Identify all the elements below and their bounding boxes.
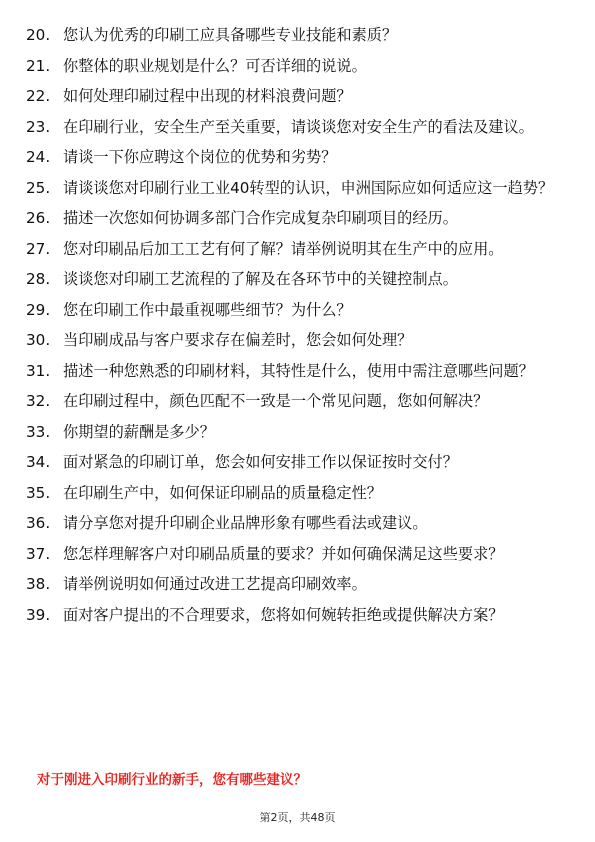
question-text: 当印刷成品与客户要求存在偏差时，您会如何处理？	[63, 331, 413, 349]
question-number: 22.	[26, 87, 51, 105]
page-number-label: 第2页，共48页	[259, 811, 336, 824]
question-item	[26, 360, 556, 382]
question-item	[26, 177, 556, 199]
question-item	[26, 146, 556, 168]
question-text: 面对紧急的印刷订单，您会如何安排工作以保证按时交付？	[63, 453, 458, 471]
question-item	[26, 299, 556, 321]
question-text: 您对印刷品后加工工艺有何了解？请举例说明其在生产中的应用。	[63, 239, 504, 258]
question-number: 20.	[26, 26, 51, 44]
question-item	[26, 543, 556, 565]
question-number: 27.	[26, 239, 51, 258]
question-item	[26, 268, 556, 290]
question-number: 34.	[26, 453, 51, 471]
question-text: 你期望的薪酬是多少？	[63, 422, 215, 441]
question-number: 23.	[26, 117, 51, 136]
question-text: 在印刷行业，安全生产至关重要，请谈谈您对安全生产的看法及建议。	[63, 117, 534, 136]
question-text: 谈谈您对印刷工艺流程的了解及在各环节中的关键控制点。	[63, 270, 458, 288]
highlighted-question: 对于刚进入印刷行业的新手，您有哪些建议？	[37, 772, 307, 788]
question-text: 请谈一下你应聘这个岗位的优势和劣势？	[63, 148, 337, 166]
question-number: 29.	[26, 300, 51, 319]
question-number: 38.	[26, 575, 51, 593]
question-text: 在印刷过程中，颜色匹配不一致是一个常见问题，您如何解决？	[63, 392, 489, 410]
question-item	[26, 116, 556, 138]
question-number: 26.	[26, 209, 51, 227]
page-footer	[0, 811, 595, 825]
question-item	[26, 238, 556, 260]
question-item	[26, 604, 556, 626]
question-text: 请谈谈您对印刷行业工业40转型的认识，申洲国际应如何适应这一趋势？	[63, 178, 554, 197]
question-number: 30.	[26, 331, 51, 349]
question-text: 面对客户提出的不合理要求，您将如何婉转拒绝或提供解决方案？	[63, 605, 504, 624]
question-number: 24.	[26, 148, 51, 166]
question-text: 在印刷生产中，如何保证印刷品的质量稳定性？	[63, 483, 382, 502]
question-number: 35.	[26, 483, 51, 502]
question-number: 37.	[26, 544, 51, 563]
question-number: 25.	[26, 178, 51, 197]
question-text: 描述一次您如何协调多部门合作完成复杂印刷项目的经历。	[63, 209, 458, 227]
question-text: 你整体的职业规划是什么？可否详细的说说。	[63, 56, 367, 75]
question-text: 请分享您对提升印刷企业品牌形象有哪些看法或建议。	[63, 514, 428, 532]
question-item	[26, 329, 556, 351]
question-text: 如何处理印刷过程中出现的材料浪费问题？	[63, 87, 352, 105]
question-number: 33.	[26, 422, 51, 441]
question-item	[26, 85, 556, 107]
question-item	[26, 207, 556, 229]
question-item	[26, 390, 556, 412]
question-item	[26, 512, 556, 534]
question-number: 36.	[26, 514, 51, 532]
question-item	[26, 55, 556, 77]
question-number: 31.	[26, 361, 51, 380]
question-number: 28.	[26, 270, 51, 288]
question-text: 您在印刷工作中最重视哪些细节？为什么？	[63, 300, 352, 319]
question-item	[26, 482, 556, 504]
question-item	[26, 573, 556, 595]
question-item	[26, 421, 556, 443]
question-item	[26, 24, 556, 46]
question-list	[26, 24, 556, 634]
question-text: 描述一种您熟悉的印刷材料，其特性是什么，使用中需注意哪些问题？	[63, 361, 534, 380]
question-number: 21.	[26, 56, 51, 75]
question-item	[26, 451, 556, 473]
question-number: 39.	[26, 605, 51, 624]
question-text: 您怎样理解客户对印刷品质量的要求？并如何确保满足这些要求？	[63, 544, 504, 563]
question-number: 32.	[26, 392, 51, 410]
question-text: 请举例说明如何通过改进工艺提高印刷效率。	[63, 575, 367, 593]
question-text: 您认为优秀的印刷工应具备哪些专业技能和素质？	[63, 26, 398, 44]
